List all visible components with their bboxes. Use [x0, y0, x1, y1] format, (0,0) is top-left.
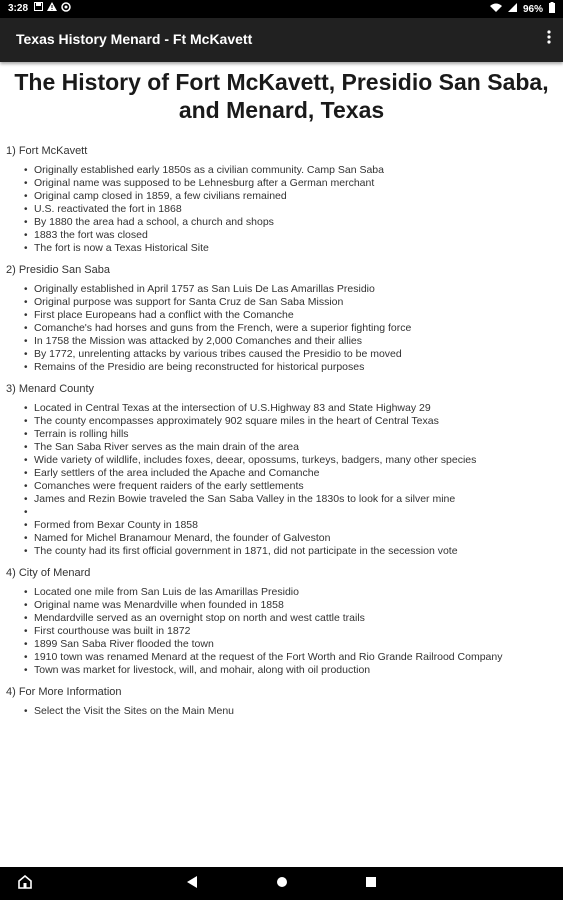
section-list: [0, 164, 563, 255]
page-title: The History of Fort McKavett, Presidio San Saba, and Menard, Texas: [14, 69, 549, 123]
section-presidio-san-saba: [0, 263, 563, 374]
section-list: [0, 402, 563, 558]
status-right: [490, 2, 555, 16]
status-time: 3:28: [8, 3, 29, 14]
list-item: • By 1880 the area had a school, a church and shops: [34, 216, 563, 229]
list-item: • Remains of the Presidio are being reconstructed for historical purposes: [34, 361, 563, 374]
home-icon[interactable]: [18, 875, 32, 892]
section-city-of-menard: [0, 566, 563, 677]
section-list: [0, 705, 563, 718]
list-item: • Town was market for livestock, will, and mohair, along with oil production: [34, 664, 563, 677]
list-item: • Mendardville served as an overnight stop on north and west cattle trails: [34, 612, 563, 625]
app-title: Texas History Menard - Ft McKavett: [16, 31, 253, 47]
more-vert-icon[interactable]: [547, 30, 551, 49]
list-item: • U.S. reactivated the fort in 1868: [34, 203, 563, 216]
list-item: • Located one mile from San Luis de las Amarillas Presidio: [34, 586, 563, 599]
list-item: • Located in Central Texas at the intersection of U.S.Highway 83 and State Highway 29: [34, 402, 563, 415]
section-title: 1) Fort McKavett: [6, 145, 88, 157]
list-item: • Original camp closed in 1859, a few civilians remained: [34, 190, 563, 203]
list-item: • Originally established early 1850s as a civilian community. Camp San Saba: [34, 164, 563, 177]
list-item: • Select the Visit the Sites on the Main Menu: [34, 705, 563, 718]
list-item: • The fort is now a Texas Historical Site: [34, 242, 563, 255]
list-item: • Original name was Menardville when founded in 1858: [34, 599, 563, 612]
list-item: • 1910 town was renamed Menard at the request of the Fort Worth and Rio Grande Railrood Company: [34, 651, 563, 664]
section-title: 3) Menard County: [6, 383, 95, 395]
status-left-icons: [34, 2, 71, 15]
settings-icon: [61, 2, 71, 15]
list-item: • First courthouse was built in 1872: [34, 625, 563, 638]
list-item: • In 1758 the Mission was attacked by 2,000 Comanches and their allies: [34, 335, 563, 348]
wifi-icon: [490, 3, 502, 15]
list-item: • Formed from Bexar County in 1858: [34, 519, 563, 532]
home-circle-icon[interactable]: [276, 875, 288, 892]
list-item: • 1883 the fort was closed: [34, 229, 563, 242]
list-item: • Originally established in April 1757 as San Luis De Las Amarillas Presidio: [34, 283, 563, 296]
section-title: 2) Presidio San Saba: [6, 264, 110, 276]
status-bar: [0, 0, 563, 18]
list-item: • Wide variety of wildlife, includes foxes, deear, opossums, turkeys, badgers, many other species: [34, 454, 563, 467]
list-item: • The San Saba River serves as the main drain of the area: [34, 441, 563, 454]
list-item: • Named for Michel Branamour Menard, the founder of Galveston: [34, 532, 563, 545]
recents-icon[interactable]: [365, 875, 377, 892]
main-content: [0, 62, 563, 867]
list-item: • By 1772, unrelenting attacks by various tribes caused the Presidio to be moved: [34, 348, 563, 361]
back-icon[interactable]: [186, 875, 198, 892]
save-icon: [34, 2, 43, 15]
list-item: • Comanches were frequent raiders of the early settlements: [34, 480, 563, 493]
list-item: • First place Europeans had a conflict with the Comanche: [34, 309, 563, 322]
signal-icon: [508, 3, 517, 15]
section-more-information: [0, 685, 563, 718]
battery-percent: 96%: [522, 3, 543, 15]
list-item: • Early settlers of the area included the Apache and Comanche: [34, 467, 563, 480]
list-item: • The county encompasses approximately 902 square miles in the heart of Central Texas: [34, 415, 563, 428]
section-fort-mckavett: [0, 144, 563, 255]
battery-icon: [549, 2, 555, 16]
list-item: • Original purpose was support for Santa Cruz de San Saba Mission: [34, 296, 563, 309]
list-item: • James and Rezin Bowie traveled the San Saba Valley in the 1830s to look for a silver mine: [34, 493, 563, 506]
section-menard-county: [0, 382, 563, 558]
list-item: • The county had its first official government in 1871, did not participate in the secession vote: [34, 545, 563, 558]
list-item: • Terrain is rolling hills: [34, 428, 563, 441]
section-title: 4) For More Information: [6, 686, 122, 698]
list-item-empty: [34, 506, 563, 519]
app-bar: [0, 18, 563, 62]
warning-icon: [47, 2, 57, 15]
nav-bar: [0, 867, 563, 900]
section-list: [0, 586, 563, 677]
section-list: [0, 283, 563, 374]
section-title: 4) City of Menard: [6, 567, 91, 579]
list-item: • 1899 San Saba River flooded the town: [34, 638, 563, 651]
list-item: • Comanche's had horses and guns from the French, were a superior fighting force: [34, 322, 563, 335]
list-item: • Original name was supposed to be Lehnesburg after a German merchant: [34, 177, 563, 190]
